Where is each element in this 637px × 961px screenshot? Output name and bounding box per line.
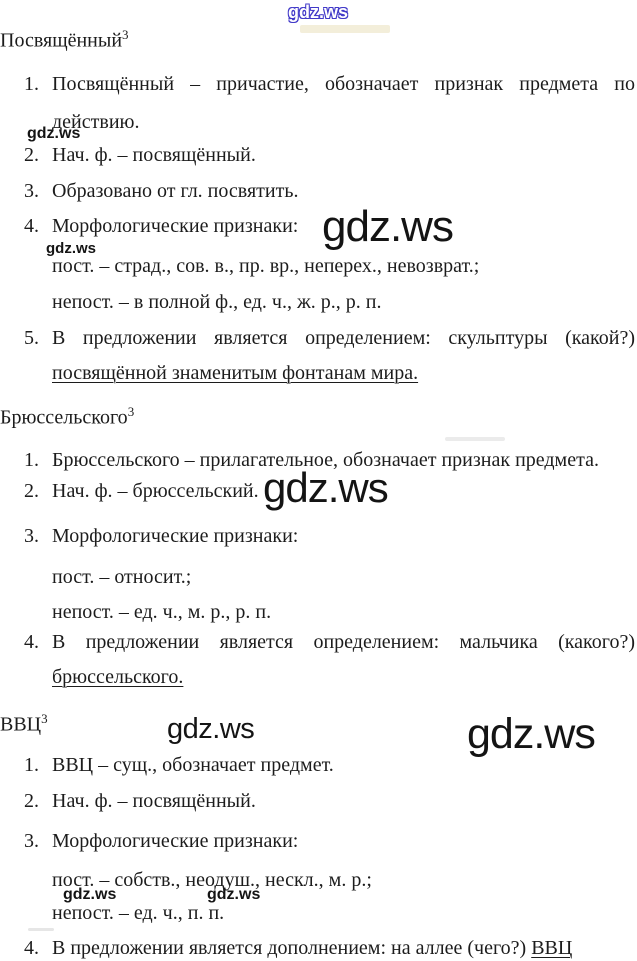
item-number: 4.	[24, 631, 39, 653]
item-text: Нач. ф. – брюссельский.	[52, 480, 259, 502]
section-title-text: Посвящённый	[0, 29, 123, 52]
item-number: 3.	[24, 180, 39, 202]
list-item	[24, 830, 635, 853]
constant-features-line: пост. – относит.;	[52, 566, 192, 588]
item-text: Образовано от гл. посвятить.	[52, 180, 299, 202]
superscript-3: 3	[122, 27, 129, 42]
watermark-gdz-big-2: gdz.ws	[263, 464, 388, 511]
watermark-gdz-top: gdz.ws	[288, 2, 349, 22]
item-text: Морфологические признаки:	[52, 215, 299, 237]
item-number: 1.	[24, 73, 39, 95]
item-number: 4.	[24, 215, 39, 237]
item-text-continuation: действию.	[52, 111, 140, 133]
item-text	[52, 937, 635, 960]
list-item	[24, 449, 635, 472]
item-text: Морфологические признаки:	[52, 830, 299, 852]
scan-artifact	[300, 25, 390, 33]
item-text-underlined: ВВЦ	[531, 937, 573, 959]
item-text: В предложении является определением: скульптуры (какой?)	[52, 327, 635, 349]
section-title-posvyashchennyy	[0, 27, 129, 53]
scan-artifact	[445, 437, 505, 441]
list-item	[24, 937, 635, 960]
list-item	[24, 180, 635, 203]
item-number: 1.	[24, 449, 39, 471]
item-number: 3.	[24, 525, 39, 547]
item-text-plain: В предложении является дополнением: на аллее (чего?)	[52, 937, 532, 959]
constant-features-line: пост. – собств., неодуш., нескл., м. р.;	[52, 869, 372, 891]
item-number: 1.	[24, 754, 39, 776]
watermark-gdz-small-4: gdz.ws	[207, 886, 261, 903]
item-text: В предложении является определением: мальчика (какого?)	[52, 631, 635, 653]
item-number: 2.	[24, 144, 39, 166]
watermark-gdz-small-1: gdz.ws	[27, 125, 81, 142]
watermark-gdz-small-2: gdz.ws	[46, 240, 97, 257]
list-item	[24, 73, 635, 96]
watermark-gdz-small-3: gdz.ws	[63, 886, 117, 903]
variable-features-line: непост. – ед. ч., п. п.	[52, 902, 225, 924]
scan-artifact	[28, 928, 54, 931]
item-text: Посвящённый – причастие, обозначает признак предмета по	[52, 73, 635, 95]
item-number: 5.	[24, 327, 39, 349]
item-text-underlined: брюссельского.	[52, 666, 184, 688]
item-text: Брюссельского – прилагательное, обозначает признак предмета.	[52, 449, 599, 471]
list-item	[24, 215, 635, 238]
item-number: 3.	[24, 830, 39, 852]
section-title-text: ВВЦ	[0, 713, 42, 736]
superscript-3: 3	[127, 404, 135, 419]
item-number: 4.	[24, 937, 39, 959]
item-text: Морфологические признаки:	[52, 525, 299, 547]
list-item	[24, 144, 635, 167]
section-title-text: Брюссельского	[0, 406, 128, 429]
item-number: 2.	[24, 480, 39, 502]
item-text: ВВЦ – сущ., обозначает предмет.	[52, 754, 334, 776]
variable-features-line: непост. – в полной ф., ед. ч., ж. р., р. п.	[52, 291, 382, 313]
item-number: 2.	[24, 790, 39, 812]
watermark-gdz-big-1: gdz.ws	[322, 202, 453, 251]
list-item	[24, 525, 635, 548]
watermark-gdz-big-3: gdz.ws	[467, 710, 595, 758]
item-text: Нач. ф. – посвящённый.	[52, 790, 256, 812]
list-item	[24, 327, 635, 350]
list-item	[24, 790, 635, 813]
section-title-vvts	[0, 711, 48, 737]
constant-features-line: пост. – страд., сов. в., пр. вр., неперех., невозврат.;	[52, 255, 480, 277]
superscript-3: 3	[41, 711, 48, 726]
list-item	[24, 631, 635, 654]
item-text-underlined: посвящённой знаменитым фонтанам мира.	[52, 362, 419, 384]
variable-features-line: непост. – ед. ч., м. р., р. п.	[52, 601, 272, 623]
section-title-bryusselskogo	[0, 404, 134, 430]
list-item	[24, 754, 635, 777]
item-text: Нач. ф. – посвящённый.	[52, 144, 256, 166]
watermark-gdz-med-3: gdz.ws	[167, 713, 255, 745]
list-item	[24, 480, 635, 503]
